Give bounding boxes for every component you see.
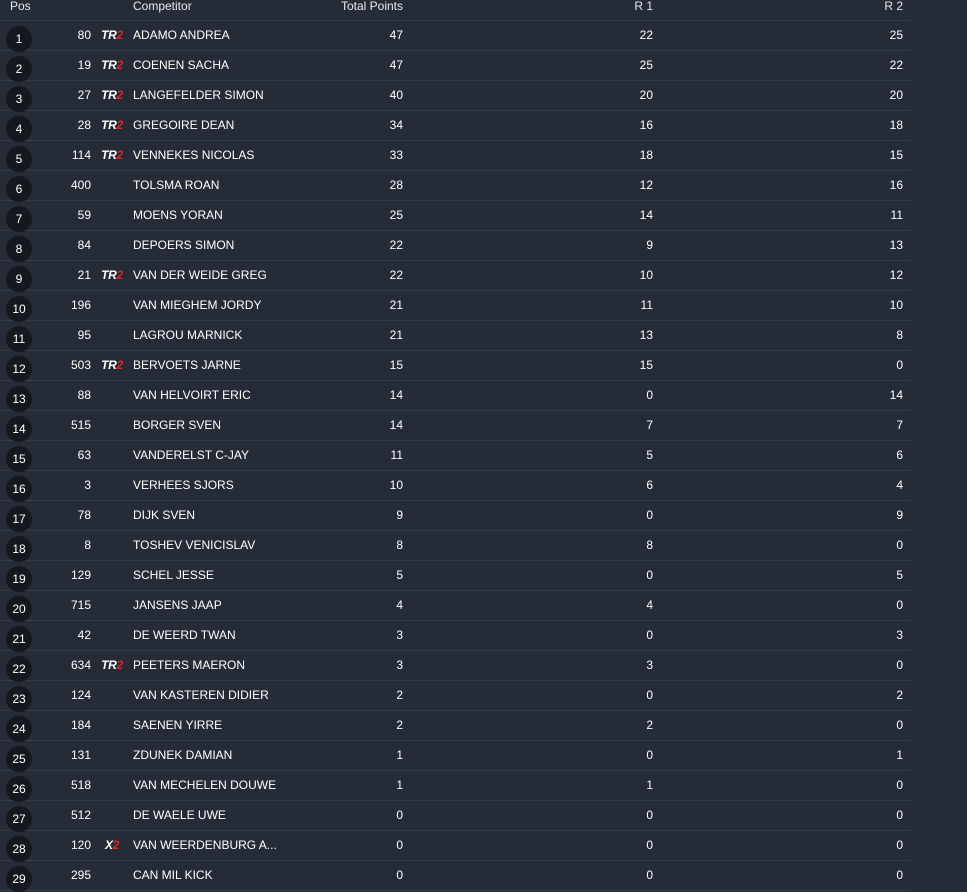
competitor-name[interactable]: VAN WEERDENBURG A... [133, 838, 277, 852]
competitor-number: 124 [70, 688, 91, 702]
round-2-points: 22 [889, 58, 903, 72]
total-points: 28 [389, 178, 403, 192]
table-row[interactable] [0, 51, 910, 81]
round-2-points: 0 [896, 658, 903, 672]
round-2-points: 13 [889, 238, 903, 252]
position-badge: 2 [6, 56, 32, 82]
class-logo-main: TR [101, 118, 117, 132]
total-points: 1 [396, 748, 403, 762]
total-points: 22 [389, 268, 403, 282]
class-logo [96, 651, 128, 680]
competitor-name[interactable]: DEPOERS SIMON [133, 238, 235, 252]
round-2-points: 16 [889, 178, 903, 192]
competitor-number: 78 [77, 508, 91, 522]
round-1-points: 8 [646, 538, 653, 552]
round-1-points: 0 [646, 808, 653, 822]
table-row[interactable] [0, 801, 910, 831]
competitor-name[interactable]: VENNEKES NICOLAS [133, 148, 255, 162]
position-badge: 29 [6, 866, 32, 892]
class-logo [96, 141, 128, 170]
round-1-points: 22 [639, 28, 653, 42]
round-2-points: 4 [896, 478, 903, 492]
total-points: 25 [389, 208, 403, 222]
round-2-points: 11 [890, 208, 903, 222]
class-logo-main: TR [101, 58, 117, 72]
competitor-number: 63 [77, 448, 91, 462]
round-1-points: 18 [639, 148, 653, 162]
round-1-points: 0 [646, 868, 653, 882]
class-logo [96, 21, 128, 50]
table-row[interactable] [0, 171, 910, 201]
competitor-number: 3 [84, 478, 91, 492]
competitor-number: 503 [70, 358, 91, 372]
round-2-points: 0 [896, 838, 903, 852]
round-2-points: 12 [889, 268, 903, 282]
table-row[interactable] [0, 621, 910, 651]
competitor-name[interactable]: LANGEFELDER SIMON [133, 88, 264, 102]
position-badge: 10 [6, 296, 32, 322]
competitor-number: 196 [70, 298, 91, 312]
table-row[interactable] [0, 201, 910, 231]
competitor-number: 95 [77, 328, 91, 342]
round-2-points: 9 [896, 508, 903, 522]
round-1-points: 0 [646, 568, 653, 582]
class-logo [96, 51, 128, 80]
competitor-name[interactable]: VAN MECHELEN DOUWE [133, 778, 277, 792]
round-2-points: 0 [896, 778, 903, 792]
round-2-points: 20 [889, 88, 903, 102]
total-points: 47 [389, 28, 403, 42]
round-1-points: 1 [646, 778, 653, 792]
class-logo-main: TR [101, 148, 117, 162]
position-badge: 27 [6, 806, 32, 832]
position-badge: 4 [6, 116, 32, 142]
table-body [0, 21, 910, 891]
total-points: 0 [396, 838, 403, 852]
competitor-name[interactable]: SCHEL JESSE [133, 568, 214, 582]
total-points: 15 [389, 358, 403, 372]
table-row[interactable] [0, 441, 910, 471]
total-points: 14 [389, 388, 403, 402]
round-1-points: 2 [646, 718, 653, 732]
position-badge: 15 [6, 446, 32, 472]
header-pos[interactable]: Pos [10, 0, 31, 13]
competitor-number: 42 [77, 628, 91, 642]
competitor-number: 28 [77, 118, 91, 132]
class-logo-accent: 2 [116, 658, 123, 672]
total-points: 33 [389, 148, 403, 162]
total-points: 9 [396, 508, 403, 522]
round-2-points: 0 [896, 808, 903, 822]
round-2-points: 18 [889, 118, 903, 132]
competitor-number: 400 [70, 178, 91, 192]
position-badge: 16 [6, 476, 32, 502]
round-1-points: 0 [646, 508, 653, 522]
position-badge: 3 [6, 86, 32, 112]
competitor-name[interactable]: DE WAELE UWE [133, 808, 226, 822]
table-row[interactable] [0, 561, 910, 591]
position-badge: 22 [6, 656, 32, 682]
table-row[interactable] [0, 591, 910, 621]
table-row[interactable] [0, 261, 910, 291]
class-logo [96, 831, 128, 860]
total-points: 3 [396, 628, 403, 642]
round-1-points: 9 [646, 238, 653, 252]
competitor-name[interactable]: SAENEN YIRRE [133, 718, 223, 732]
total-points: 10 [389, 478, 403, 492]
competitor-number: 8 [84, 538, 91, 552]
position-badge: 13 [6, 386, 32, 412]
competitor-number: 84 [77, 238, 91, 252]
competitor-name[interactable]: DE WEERD TWAN [133, 628, 236, 642]
competitor-number: 634 [70, 658, 91, 672]
total-points: 1 [396, 778, 403, 792]
competitor-name[interactable]: PEETERS MAERON [133, 658, 246, 672]
table-row[interactable] [0, 411, 910, 441]
position-badge: 23 [6, 686, 32, 712]
round-1-points: 25 [639, 58, 653, 72]
round-2-points: 5 [896, 568, 903, 582]
class-logo [96, 111, 128, 140]
table-row[interactable] [0, 681, 910, 711]
round-2-points: 6 [896, 448, 903, 462]
competitor-number: 295 [70, 868, 91, 882]
round-2-points: 0 [896, 598, 903, 612]
competitor-name[interactable]: BORGER SVEN [133, 418, 222, 432]
competitor-number: 515 [70, 418, 91, 432]
table-row[interactable] [0, 741, 910, 771]
position-badge: 20 [6, 596, 32, 622]
total-points: 47 [389, 58, 403, 72]
competitor-name[interactable]: CAN MIL KICK [133, 868, 213, 882]
table-row[interactable] [0, 141, 910, 171]
table-row[interactable] [0, 651, 910, 681]
round-2-points: 1 [896, 748, 903, 762]
round-1-points: 3 [646, 658, 653, 672]
competitor-name[interactable]: VAN HELVOIRT ERIC [133, 388, 251, 402]
position-badge: 24 [6, 716, 32, 742]
table-header [0, 0, 910, 21]
competitor-name[interactable]: DIJK SVEN [133, 508, 196, 522]
round-1-points: 11 [640, 298, 653, 312]
position-badge: 26 [6, 776, 32, 802]
round-2-points: 25 [889, 28, 903, 42]
competitor-name[interactable]: ZDUNEK DAMIAN [133, 748, 233, 762]
table-row[interactable] [0, 771, 910, 801]
table-row[interactable] [0, 471, 910, 501]
competitor-name[interactable]: LAGROU MARNICK [133, 328, 243, 342]
total-points: 4 [396, 598, 403, 612]
position-badge: 5 [6, 146, 32, 172]
position-badge: 8 [6, 236, 32, 262]
competitor-number: 131 [70, 748, 91, 762]
class-logo-accent: 2 [116, 118, 123, 132]
total-points: 3 [396, 658, 403, 672]
total-points: 34 [389, 118, 403, 132]
table-row[interactable] [0, 21, 910, 51]
table-row[interactable] [0, 831, 910, 861]
competitor-name[interactable]: BERVOETS JARNE [133, 358, 241, 372]
round-1-points: 13 [639, 328, 653, 342]
total-points: 5 [396, 568, 403, 582]
class-logo-accent: 2 [116, 268, 123, 282]
position-badge: 19 [6, 566, 32, 592]
table-row[interactable] [0, 81, 910, 111]
class-logo [96, 261, 128, 290]
position-badge: 18 [6, 536, 32, 562]
table-row[interactable] [0, 531, 910, 561]
round-2-points: 8 [896, 328, 903, 342]
round-2-points: 7 [896, 418, 903, 432]
class-logo-accent: 2 [116, 358, 123, 372]
round-1-points: 14 [639, 208, 653, 222]
round-1-points: 12 [639, 178, 653, 192]
header-total-points[interactable]: Total Points [340, 0, 403, 13]
position-badge: 14 [6, 416, 32, 442]
class-logo-accent: 2 [116, 28, 123, 42]
position-badge: 7 [6, 206, 32, 232]
class-logo [96, 81, 128, 110]
total-points: 21 [389, 328, 403, 342]
total-points: 40 [389, 88, 403, 102]
table-row[interactable] [0, 501, 910, 531]
round-1-points: 15 [639, 358, 653, 372]
header-r2[interactable]: R 2 [884, 0, 903, 13]
total-points: 2 [396, 688, 403, 702]
competitor-number: 120 [70, 838, 91, 852]
table-row[interactable] [0, 711, 910, 741]
header-competitor[interactable]: Competitor [133, 0, 192, 13]
competitor-number: 27 [77, 88, 91, 102]
total-points: 0 [396, 808, 403, 822]
table-row[interactable] [0, 321, 910, 351]
position-badge: 1 [6, 26, 32, 52]
round-2-points: 14 [889, 388, 903, 402]
total-points: 0 [396, 868, 403, 882]
table-row[interactable] [0, 291, 910, 321]
competitor-name[interactable]: JANSENS JAAP [133, 598, 222, 612]
competitor-number: 59 [77, 208, 91, 222]
competitor-number: 80 [77, 28, 91, 42]
competitor-number: 512 [70, 808, 91, 822]
competitor-number: 518 [70, 778, 91, 792]
round-2-points: 0 [896, 538, 903, 552]
position-badge: 21 [6, 626, 32, 652]
competitor-number: 129 [70, 568, 91, 582]
header-r1[interactable]: R 1 [634, 0, 653, 13]
position-badge: 9 [6, 266, 32, 292]
competitor-name[interactable]: ADAMO ANDREA [133, 28, 230, 42]
class-logo-main: TR [101, 28, 117, 42]
round-1-points: 0 [646, 628, 653, 642]
round-1-points: 6 [646, 478, 653, 492]
round-2-points: 0 [896, 718, 903, 732]
total-points: 14 [389, 418, 403, 432]
position-badge: 6 [6, 176, 32, 202]
competitor-name[interactable]: VANDERELST C-JAY [133, 448, 250, 462]
position-badge: 12 [6, 356, 32, 382]
competitor-number: 88 [77, 388, 91, 402]
competitor-name[interactable]: VAN KASTEREN DIDIER [133, 688, 269, 702]
total-points: 21 [389, 298, 403, 312]
class-logo-accent: 2 [116, 58, 123, 72]
competitor-name[interactable]: VAN DER WEIDE GREG [133, 268, 267, 282]
round-1-points: 0 [646, 838, 653, 852]
round-1-points: 0 [646, 688, 653, 702]
class-logo-main: TR [101, 358, 117, 372]
class-logo-main: TR [101, 658, 117, 672]
total-points: 2 [396, 718, 403, 732]
position-badge: 28 [6, 836, 32, 862]
round-1-points: 20 [639, 88, 653, 102]
round-2-points: 15 [889, 148, 903, 162]
competitor-number: 114 [71, 148, 91, 162]
class-logo [96, 351, 128, 380]
table-row[interactable] [0, 861, 910, 891]
round-1-points: 4 [646, 598, 653, 612]
competitor-name[interactable]: VAN MIEGHEM JORDY [133, 298, 262, 312]
competitor-name[interactable]: TOLSMA ROAN [133, 178, 220, 192]
table-row[interactable] [0, 381, 910, 411]
class-logo-main: X [104, 838, 113, 852]
round-2-points: 10 [889, 298, 903, 312]
round-1-points: 0 [646, 388, 653, 402]
competitor-number: 715 [70, 598, 91, 612]
competitor-name[interactable]: COENEN SACHA [133, 58, 230, 72]
round-1-points: 5 [646, 448, 653, 462]
class-logo-accent: 2 [112, 838, 120, 852]
position-badge: 25 [6, 746, 32, 772]
competitor-name[interactable]: VERHEES SJORS [133, 478, 234, 492]
round-2-points: 0 [896, 868, 903, 882]
round-2-points: 2 [896, 688, 903, 702]
total-points: 22 [389, 238, 403, 252]
competitor-name[interactable]: GREGOIRE DEAN [133, 118, 235, 132]
competitor-number: 184 [70, 718, 91, 732]
class-logo-accent: 2 [116, 88, 123, 102]
position-badge: 11 [6, 326, 32, 352]
total-points: 8 [396, 538, 403, 552]
round-1-points: 16 [639, 118, 653, 132]
round-1-points: 7 [646, 418, 653, 432]
competitor-name[interactable]: MOENS YORAN [133, 208, 223, 222]
round-1-points: 0 [646, 748, 653, 762]
class-logo-main: TR [101, 88, 117, 102]
position-badge: 17 [6, 506, 32, 532]
round-2-points: 3 [896, 628, 903, 642]
competitor-number: 19 [77, 58, 91, 72]
class-logo-accent: 2 [116, 148, 123, 162]
competitor-number: 21 [77, 268, 91, 282]
class-logo-main: TR [101, 268, 117, 282]
table-row[interactable] [0, 231, 910, 261]
round-2-points: 0 [896, 358, 903, 372]
total-points: 11 [390, 448, 403, 462]
table-row[interactable] [0, 111, 910, 141]
competitor-name[interactable]: TOSHEV VENICISLAV [133, 538, 256, 552]
table-row[interactable] [0, 351, 910, 381]
round-1-points: 10 [639, 268, 653, 282]
